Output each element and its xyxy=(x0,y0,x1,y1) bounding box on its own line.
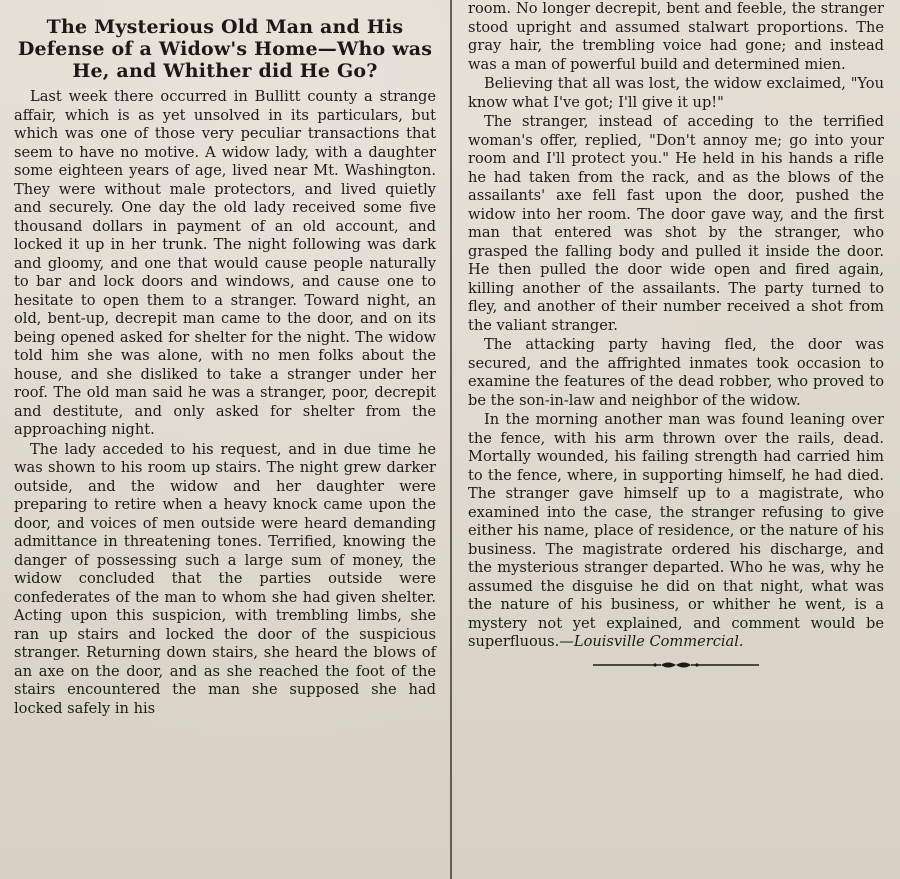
column-rule xyxy=(450,0,452,879)
right-column xyxy=(460,0,892,879)
source-credit: Louisville Commercial. xyxy=(573,633,744,650)
article-paragraph: Believing that all was lost, the widow exclaimed, "You know what I've got; I'll give it up!" xyxy=(468,75,884,111)
article-paragraph-final xyxy=(468,411,884,652)
article-paragraph: The lady acceded to his request, and in due time he was shown to his room up stairs. The night grew darker outside, and the widow and her daughter were preparing to retire when a heavy knock came upon the door, and voices of men outside were heard demanding admittance in threatening tones. Terrified, knowing the danger of possessing such a large sum of money, the widow concluded that the parties outside were confederates of the man to whom she had given shelter. Acting upon this suspicion, with trembling limbs, she ran up stairs and locked the door of the suspicious stranger. Returning down stairs, she heard the blows of an axe on the door, and as she reached the foot of the stairs encountered the man she supposed she had locked safely in his xyxy=(14,440,436,717)
ornamental-divider-icon xyxy=(591,659,761,671)
article-paragraph: room. No longer decrepit, bent and feeble, the stranger stood upright and assumed stalwart proportions. The gray hair, the trembling voice had gone; and instead was a man of powerful build and determined mien. xyxy=(468,0,884,73)
left-column xyxy=(6,0,444,879)
article-paragraph: The stranger, instead of acceding to the terrified woman's offer, replied, "Don't annoy me; go into your room and I'll protect you." He held in his hands a rifle he had taken from the rack, and as the blows of the assailants' axe fell fast upon the door, pushed the widow into her room. The door gave way, and the first man that entered was shot by the stranger, who grasped the falling body and pulled it inside the door. He then pulled the door wide open and fired again, killing another of the assailants. The party turned to fley, and another of their number received a shot from the valiant stranger. xyxy=(468,113,884,334)
article-headline: The Mysterious Old Man and His Defense of a Widow's Home—Who was He, and Whither did He Go? xyxy=(17,16,433,82)
article-paragraph: The attacking party having fled, the door was secured, and the affrighted inmates took occasion to examine the features of the dead robber, who proved to be the son-in-law and neighbor of the widow. xyxy=(468,336,884,409)
final-paragraph-text: In the morning another man was found leaning over the fence, with his arm thrown over the rails, dead. Mortally wounded, his failing strength had carried him to the fence, where, in supporting himself, he had died. The stranger gave himself up to a magistrate, who examined into the case, the stranger refusing to give either his name, place of residence, or the nature of his business. The magistrate ordered his discharge, and the mysterious stranger departed. Who he was, why he assumed the disguise he did on that night, what was the nature of his business, or whither he went, is a mystery not yet explained, and comment would be superfluous.— xyxy=(468,411,884,650)
article-paragraph: Last week there occurred in Bullitt county a strange affair, which is as yet unsolved in its particulars, but which was one of those very peculiar transactions that seem to have no motive. A widow lady, with a daughter some eighteen years of age, lived near Mt. Washington. They were without male protectors, and lived quietly and securely. One day the old lady received some five thousand dollars in payment of an old account, and locked it up in her trunk. The night following was dark and gloomy, and one that would cause people naturally to bar and lock doors and windows, and cause one to hesitate to open them to a stranger. Toward night, an old, bent-up, decrepit man came to the door, and on its being opened asked for shelter for the night. The widow told him she was alone, with no men folks about the house, and she disliked to take a stranger under her roof. The old man said he was a stranger, poor, decrepit and destitute, and only asked for shelter from the approaching night. xyxy=(14,88,436,438)
